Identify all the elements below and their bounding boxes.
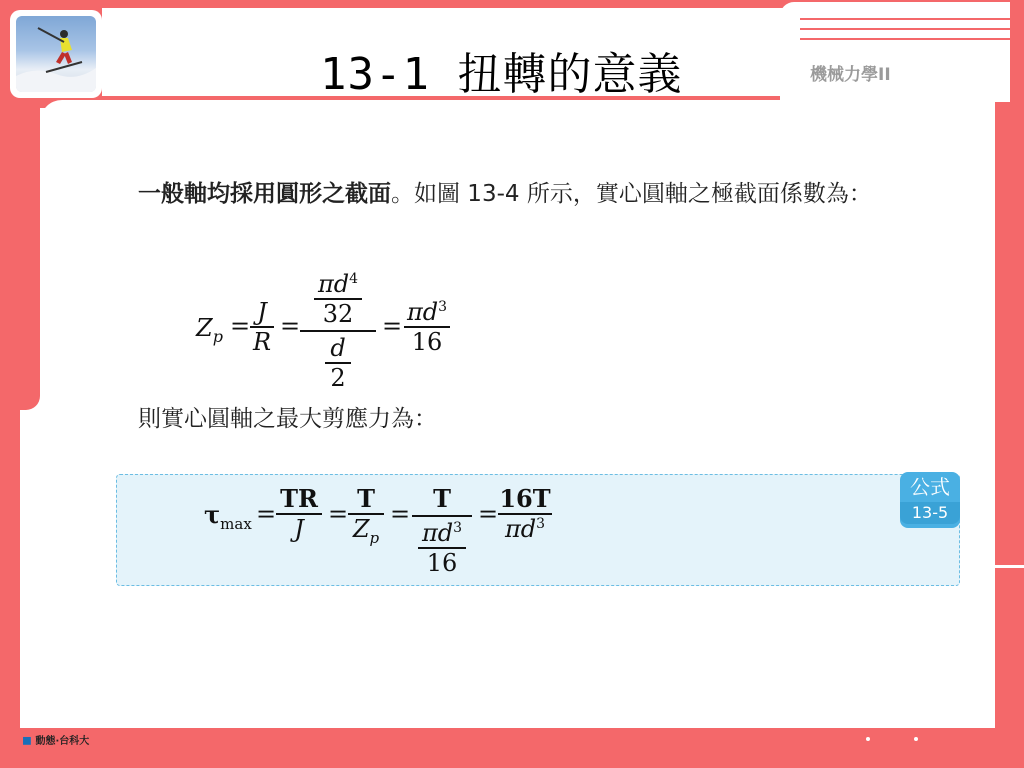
frame-left-lower — [0, 410, 20, 740]
footer-dot — [914, 737, 918, 741]
frame-bottom — [0, 728, 1024, 768]
frame-right — [995, 95, 1024, 565]
paragraph-max-shear: 則實心圓軸之最大剪應力為： — [138, 406, 437, 432]
f2-lhs: $\tau_{max}$ — [204, 500, 252, 533]
subject-label: 機械力學II — [810, 65, 891, 85]
page-title: 13-1 扭轉的意義 — [320, 49, 683, 100]
footer-dot — [866, 737, 870, 741]
paragraph-bold: 一般軸均採用圓形之截面 — [138, 181, 391, 207]
f1-lhs: $Z_p$ — [196, 314, 223, 346]
skier-image — [16, 16, 96, 92]
content-area-lower — [20, 410, 50, 728]
publisher-logo: ◼ 動態·台科大 — [22, 733, 90, 747]
f1-eq3: = — [382, 312, 403, 340]
f1-frac-j-r: J R — [250, 298, 274, 356]
paragraph-rest: 。如圖 13-4 所示，實心圓軸之極截面係數為： — [391, 181, 872, 207]
formula-badge: 公式 13-5 — [900, 472, 960, 528]
f2-frac-t-zp: T $Z_p$ — [348, 484, 384, 547]
f2-eq1: = — [256, 500, 277, 528]
f1-frac-result: $\pi d^3$ 16 — [404, 298, 450, 356]
f2-compound-frac: T $\pi d^3$ 16 — [412, 484, 472, 577]
title-notch — [780, 2, 1010, 102]
f1-eq1: = — [230, 312, 251, 340]
f2-eq2: = — [328, 500, 349, 528]
f1-compound-frac: $\pi d^4$ 32 d 2 — [300, 270, 376, 392]
publisher-mark-icon: ◼ — [22, 733, 32, 747]
f2-frac-tr-j: TR J — [276, 484, 322, 543]
title-decor-lines — [800, 18, 1010, 48]
f2-eq4: = — [478, 500, 499, 528]
f2-eq3: = — [390, 500, 411, 528]
f2-frac-result: 16T $\pi d^3$ — [499, 484, 551, 543]
paragraph-intro — [80, 172, 970, 216]
f1-eq2: = — [280, 312, 301, 340]
